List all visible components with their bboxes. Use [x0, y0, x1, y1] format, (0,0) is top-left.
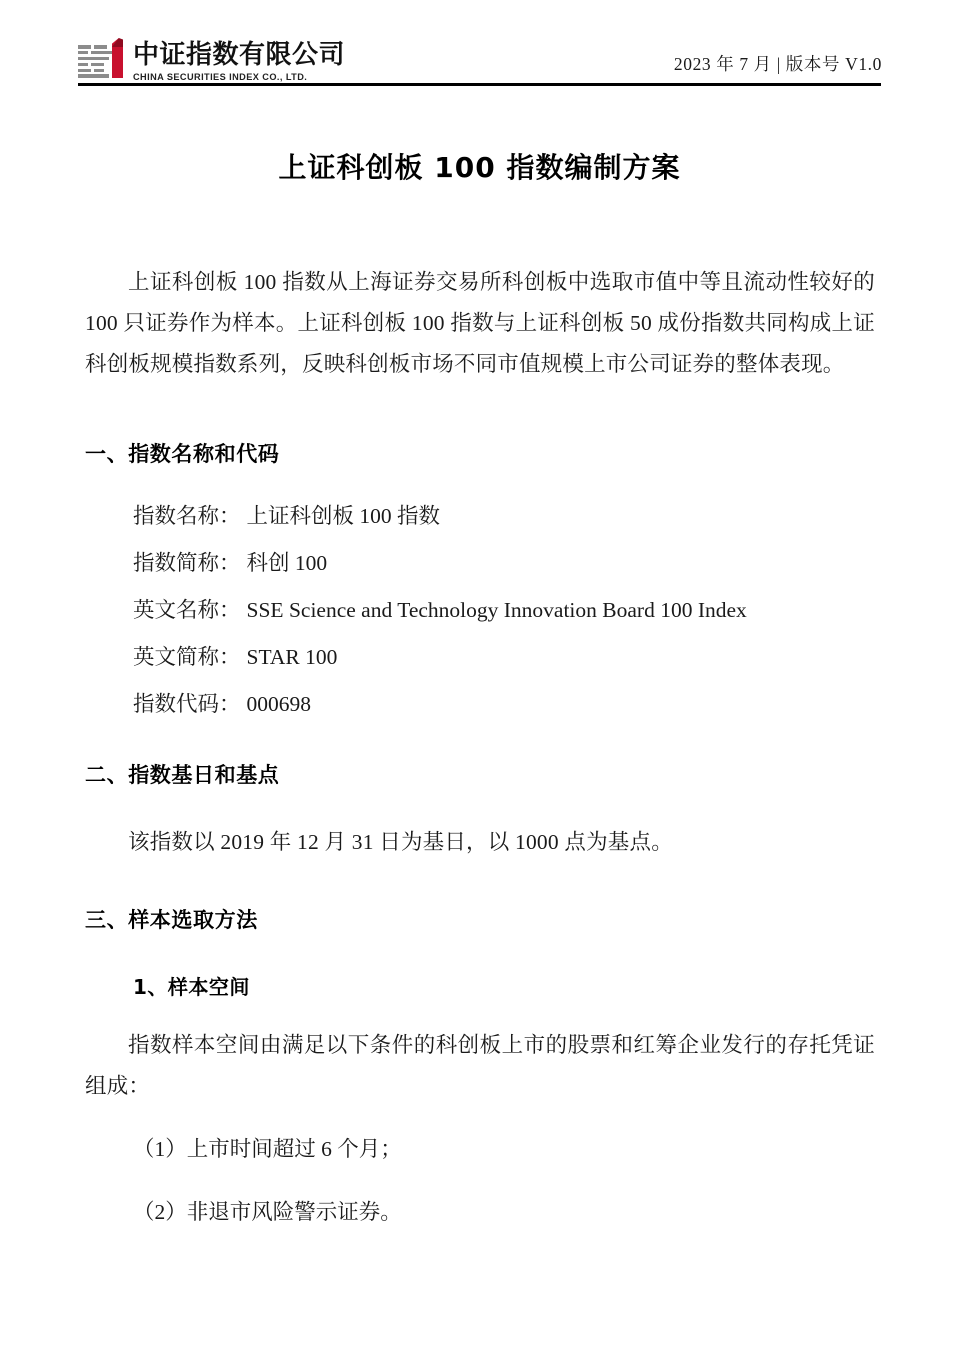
numbered-item-2: （2）非退市风险警示证券。	[133, 1200, 402, 1224]
list-item	[133, 587, 875, 634]
base-date-paragraph: 该指数以 2019 年 12 月 31 日为基日，以 1000 点为基点。	[128, 830, 673, 854]
intro-paragraph: 上证科创板 100 指数从上海证券交易所科创板中选取市值中等且流动性较好的 100 只证券作为样本。上证科创板 100 指数与上证科创板 50 成份指数共同构成上证科创板规模指数系列，反映科创板市场不同市值规模上市公司证券的整体表现。	[85, 270, 875, 376]
def-value: 科创 100	[246, 551, 328, 575]
numbered-item-1: （1）上市时间超过 6 个月；	[133, 1137, 402, 1161]
page-header	[78, 26, 882, 82]
index-name-code-list	[85, 493, 875, 728]
csi-logo-icon	[78, 38, 124, 80]
header-date-version: 2023 年 7 月 | 版本号 V1.0	[673, 54, 882, 74]
list-item	[133, 493, 875, 540]
def-label: 英文简称：	[133, 645, 241, 669]
def-value: SSE Science and Technology Innovation Board 100 Index	[246, 598, 747, 622]
section-heading-2: 二、指数基日和基点	[85, 763, 280, 787]
def-label: 指数简称：	[133, 551, 241, 575]
list-item	[133, 681, 875, 728]
company-brand	[78, 30, 345, 82]
def-label: 指数代码：	[133, 692, 241, 716]
def-label: 英文名称：	[133, 598, 241, 622]
section-heading-3: 三、样本选取方法	[85, 908, 258, 932]
list-item	[133, 634, 875, 681]
logo-bars	[78, 45, 112, 78]
sub-heading-sample-space: 1、样本空间	[133, 975, 250, 999]
sample-space-paragraph: 指数样本空间由满足以下条件的科创板上市的股票和红筹企业发行的存托凭证组成：	[85, 1033, 875, 1098]
list-item	[133, 540, 875, 587]
def-value: 上证科创板 100 指数	[246, 504, 441, 528]
brand-name-cn: 中证指数有限公司	[133, 39, 346, 70]
section-heading-1: 一、指数名称和代码	[85, 442, 280, 466]
def-value: STAR 100	[246, 645, 338, 669]
brand-name-en: CHINA SECURITIES INDEX CO., LTD.	[133, 71, 308, 82]
header-divider	[78, 83, 881, 86]
page-title: 上证科创板 100 指数编制方案	[278, 151, 681, 184]
def-label: 指数名称：	[133, 504, 241, 528]
document-content	[85, 262, 875, 1233]
def-value: 000698	[246, 692, 312, 716]
brand-text	[133, 39, 346, 83]
